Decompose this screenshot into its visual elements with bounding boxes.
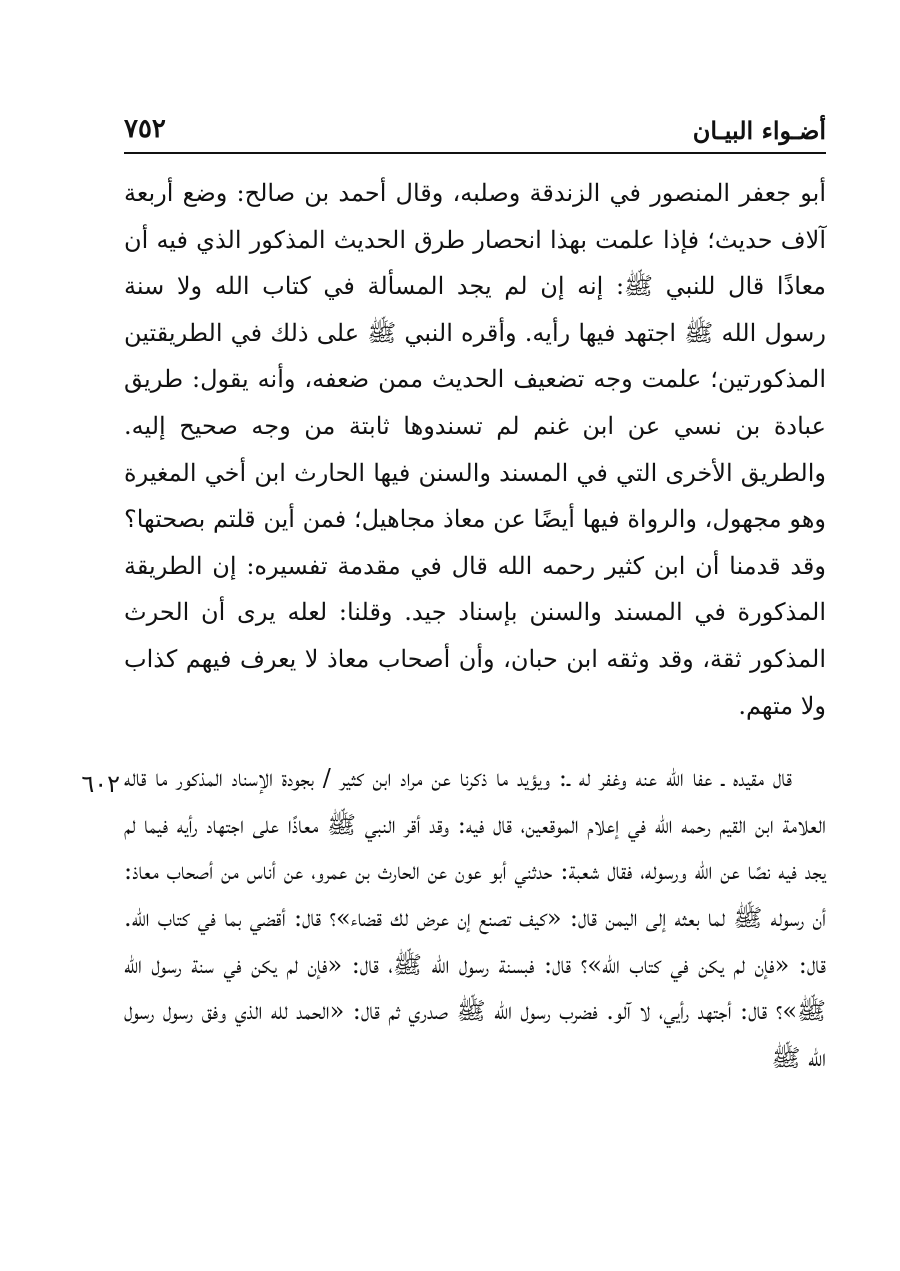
margin-page-reference: ٦٠٢ <box>81 770 120 798</box>
page-number: ٧٥٢ <box>124 114 166 144</box>
paragraph-2: قال مقيده ـ عفا الله عنه وغفر له ـ: ويؤيد ما ذكرنا عن مراد ابن كثير / بجودة الإسناد المذكور ما قاله العلامة ابن القيم رحمه الله في إعلام الموقعين، قال فيه: وقد أقر النبي ﷺ معاذًا على اجتهاد رأيه فيما لم يجد فيه نصًا عن الله ورسوله، فقال شعبة: حدثني أبو عون عن الحارث بن عمرو، عن أناس من أصحاب معاذ: أن رسوله ﷺ لما بعثه إلى اليمن قال: «كيف تصنع إن عرض لك قضاء»؟ قال: أقضي بما في كتاب الله. قال: «فإن لم يكن في كتاب الله»؟ قال: فبسنة رسول الله ﷺ، قال: «فإن لم يكن في سنة رسول الله ﷺ»؟ قال: أجتهد رأيي، لا آلو. فضرب رسول الله ﷺ صدري ثم قال: «الحمد لله الذي وفق رسول رسول الله ﷺ <box>124 764 826 1072</box>
running-title: أضـواء البيـان <box>692 116 826 145</box>
main-text <box>124 170 826 1081</box>
page-header <box>124 112 826 154</box>
paragraph-1: أبو جعفر المنصور في الزندقة وصلبه، وقال أحمد بن صالح: وضع أربعة آلاف حديث؛ فإذا علمت بهذا انحصار طرق الحديث المذكور الذي فيه أن معاذًا قال للنبي ﷺ: إنه إن لم يجد المسألة في كتاب الله ولا سنة رسول الله ﷺ اجتهد فيها رأيه. وأقره النبي ﷺ على ذلك في الطريقتين المذكورتين؛ علمت وجه تضعيف الحديث ممن ضعفه، وأنه يقول: طريق عبادة بن نسي عن ابن غنم لم تسندوها ثابتة من وجه صحيح إليه. والطريق الأخرى التي في المسند والسنن فيها الحارث ابن أخي المغيرة وهو مجهول، والرواة فيها أيضًا عن معاذ مجاهيل؛ فمن أين قلتم بصحتها؟ وقد قدمنا أن ابن كثير رحمه الله قال في مقدمة تفسيره: إن الطريقة المذكورة في المسند والسنن بإسناد جيد. وقلنا: لعله يرى أن الحرث المذكور ثقة، وقد وثقه ابن حبان، وأن أصحاب معاذ لا يعرف فيهم كذاب ولا متهم. <box>124 179 827 720</box>
